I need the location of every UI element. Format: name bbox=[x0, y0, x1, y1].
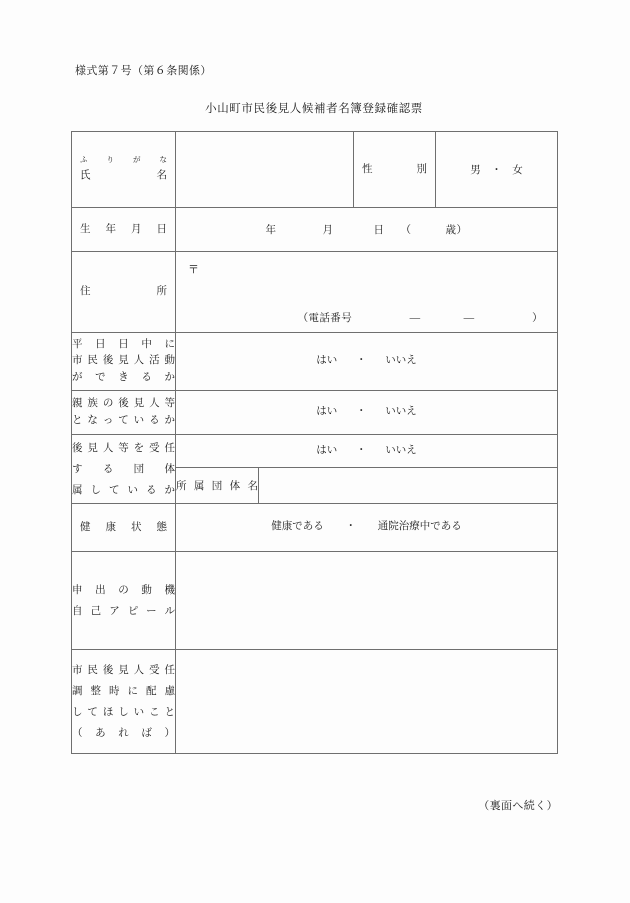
table-row-birthdate bbox=[72, 208, 558, 252]
table-row-motivation bbox=[72, 552, 558, 650]
weekday-activity-label-line2: 市民後見人活動 bbox=[72, 355, 175, 367]
relative-guardian-yes[interactable]: はい bbox=[316, 406, 338, 418]
telephone-dash-1: ― bbox=[409, 312, 421, 324]
label-address-cell bbox=[72, 252, 176, 333]
table-row-weekday-activity bbox=[72, 333, 558, 391]
name-input-cell[interactable] bbox=[176, 132, 354, 208]
motivation-input-cell[interactable] bbox=[176, 552, 558, 650]
motivation-label-line1: 申出の動機 bbox=[72, 584, 175, 596]
organization-name-label: 所属団体名 bbox=[176, 481, 258, 492]
health-option-healthy[interactable]: 健康である bbox=[271, 521, 324, 533]
consideration-input-cell[interactable] bbox=[176, 650, 558, 754]
label-relative-guardian-cell bbox=[72, 391, 176, 435]
weekday-activity-label-line1: 平日日中に bbox=[72, 339, 175, 351]
organization-label-line1: 後見人等を受任 bbox=[72, 442, 175, 454]
organization-no[interactable]: いいえ bbox=[385, 444, 417, 456]
name-label: 氏 名 bbox=[80, 169, 167, 181]
weekday-activity-label-line3: ができるか bbox=[72, 371, 175, 383]
health-label: 健 康 状 態 bbox=[80, 521, 167, 533]
relative-guardian-label-line2: となっているか bbox=[72, 414, 175, 426]
telephone-label: （電話番号 bbox=[297, 312, 353, 324]
table-row-name bbox=[72, 132, 558, 208]
health-options[interactable] bbox=[176, 504, 558, 552]
consideration-label-line4: （あれば） bbox=[72, 727, 175, 739]
birthdate-label: 生 年 月 日 bbox=[80, 223, 167, 235]
table-row-health bbox=[72, 504, 558, 552]
organization-yes[interactable]: はい bbox=[316, 444, 338, 456]
health-separator: ・ bbox=[345, 521, 356, 533]
label-motivation-cell bbox=[72, 552, 176, 650]
consideration-label-line2: 調整時に配慮 bbox=[72, 685, 175, 697]
weekday-activity-separator: ・ bbox=[356, 355, 367, 367]
organization-name-input-cell[interactable] bbox=[259, 468, 558, 504]
relative-guardian-separator: ・ bbox=[356, 406, 367, 418]
organization-options[interactable] bbox=[176, 435, 558, 468]
birthdate-year-label: 年 bbox=[265, 225, 277, 236]
table-row-consideration bbox=[72, 650, 558, 754]
page-title: 小山町市民後見人候補者名簿登録確認票 bbox=[205, 103, 423, 115]
label-name-cell bbox=[72, 132, 176, 208]
weekday-activity-options[interactable] bbox=[176, 333, 558, 391]
address-input-cell[interactable] bbox=[176, 252, 558, 333]
postal-mark-icon: 〒 bbox=[188, 263, 199, 276]
relative-guardian-options[interactable] bbox=[176, 391, 558, 435]
organization-name-label-cell bbox=[176, 468, 259, 504]
telephone-dash-2: ― bbox=[463, 312, 475, 324]
organization-label-line3: 属しているか bbox=[72, 484, 175, 496]
label-birthdate-cell bbox=[72, 208, 176, 252]
gender-label: 性 別 bbox=[362, 163, 427, 175]
label-weekday-activity-cell bbox=[72, 333, 176, 391]
organization-label-line2: する団体 bbox=[72, 463, 175, 475]
consideration-label-line3: してほしいこと bbox=[72, 706, 175, 718]
address-label: 住 所 bbox=[80, 286, 167, 298]
birthdate-day-label: 日 bbox=[373, 225, 385, 236]
age-unit-label: 歳） bbox=[445, 225, 468, 236]
gender-label-cell bbox=[354, 132, 436, 208]
form-number: 様式第７号（第６条関係） bbox=[75, 65, 212, 77]
birthdate-month-label: 月 bbox=[322, 225, 334, 236]
organization-separator: ・ bbox=[356, 444, 367, 456]
continued-note: （裏面へ続く） bbox=[478, 800, 558, 812]
telephone-field[interactable] bbox=[298, 310, 543, 325]
label-organization-cell bbox=[72, 435, 176, 504]
motivation-label-line2: 自己アピール bbox=[72, 605, 175, 617]
age-open-paren: （ bbox=[400, 225, 412, 236]
relative-guardian-label-line1: 親族の後見人等 bbox=[72, 398, 175, 410]
weekday-activity-no[interactable]: いいえ bbox=[385, 355, 417, 367]
gender-options-cell[interactable]: 男 ・ 女 bbox=[436, 132, 558, 208]
telephone-close-paren: ） bbox=[532, 312, 543, 324]
furigana-label: ふりがな bbox=[80, 154, 167, 164]
relative-guardian-no[interactable]: いいえ bbox=[385, 406, 417, 418]
label-consideration-cell bbox=[72, 650, 176, 754]
consideration-label-line1: 市民後見人受任 bbox=[72, 664, 175, 676]
table-row-organization bbox=[72, 435, 558, 468]
weekday-activity-yes[interactable]: はい bbox=[316, 355, 338, 367]
table-row-relative-guardian bbox=[72, 391, 558, 435]
health-option-treatment[interactable]: 通院治療中である bbox=[377, 521, 462, 533]
label-health-cell bbox=[72, 504, 176, 552]
registration-form-table bbox=[71, 131, 558, 754]
birthdate-input-cell[interactable] bbox=[176, 208, 558, 252]
table-row-address bbox=[72, 252, 558, 333]
